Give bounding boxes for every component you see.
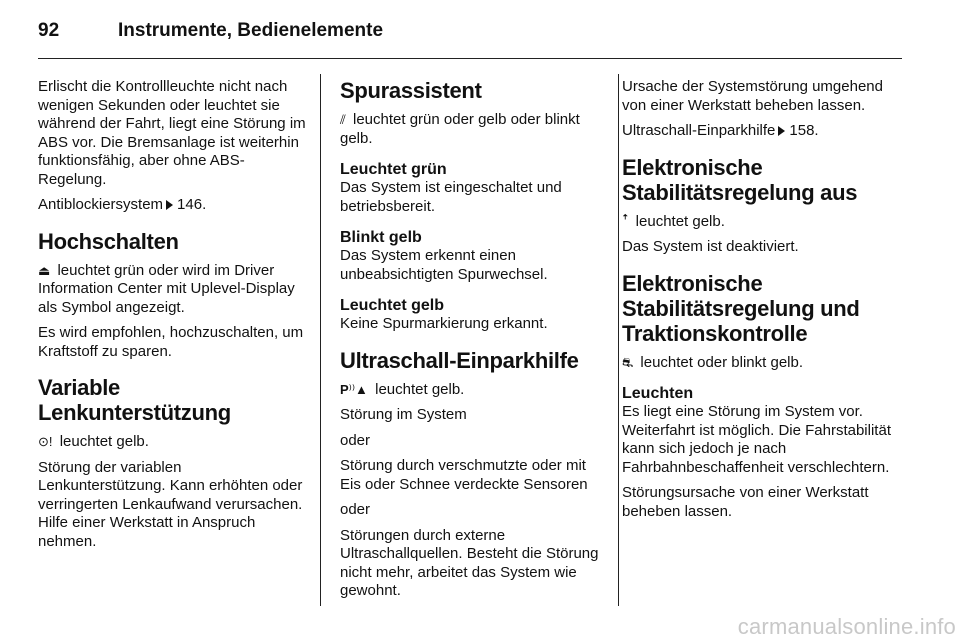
esp-aus-text: leuchtet gelb. — [635, 212, 725, 230]
reference-text: Ultraschall-Einparkhilfe — [622, 122, 776, 139]
blinkt-paragraph: Das System erkennt einen unbeabsichtigten Spurwechsel. — [340, 247, 548, 283]
ultra-text: leuchtet gelb. — [375, 380, 465, 398]
heading-ultraschall-einparkhilfe: Ultraschall-Einparkhilfe — [340, 347, 579, 373]
column-divider — [618, 74, 619, 606]
ursache-paragraph: Ursache der Systemstörung umgehend von einer Werkstatt beheben lassen. — [622, 78, 883, 114]
page-reference-arrow-icon — [778, 126, 785, 136]
ultra-oder: oder — [340, 431, 371, 449]
hochschalten-paragraph — [38, 262, 310, 318]
page-reference-arrow-icon — [166, 200, 173, 210]
column-2 — [340, 78, 608, 608]
page-header-title: Instrumente, Bedienelemente — [118, 20, 384, 41]
ultra-extern: Störungen durch externe Ultraschallquellen. Besteht die Störung nicht mehr, arbeitet das System wie gewohnt. — [340, 526, 599, 599]
esp-tc-paragraph — [622, 354, 904, 373]
ultra-reference — [622, 122, 904, 141]
variable-text: leuchtet gelb. — [59, 433, 149, 450]
leuchten-recommendation: Störungsursache von einer Werkstatt beheben lassen. — [622, 484, 869, 520]
steering-wheel-warning-icon: ⊙! — [38, 434, 53, 449]
esp-aus-description: Das System ist deaktiviert. — [622, 238, 799, 255]
heading-leuchtet-gruen: Leuchtet grün — [340, 161, 447, 178]
gruen-paragraph: Das System ist eingeschaltet und betriebsbereit. — [340, 179, 562, 215]
heading-blinkt-gelb: Blinkt gelb — [340, 229, 422, 246]
heading-esp-traktionskontrolle: Elektronische Stabilitätsregelung und Traktionskontrolle — [622, 270, 860, 346]
spur-paragraph — [340, 111, 608, 148]
column-3 — [622, 78, 904, 528]
heading-hochschalten: Hochschalten — [38, 228, 179, 254]
reference-text: Antiblockiersystem — [38, 196, 164, 213]
variable-description: Störung der variablen Lenkunterstützung. Kann erhöhten oder verringerten Lenkaufwand verursachen. Hilfe einer Werkstatt in Anspruch nehmen. — [38, 458, 303, 550]
ultra-stoerung: Störung im System — [340, 406, 467, 423]
reference-page: 158. — [789, 122, 819, 139]
abs-paragraph: Erlischt die Kontrollleuchte nicht nach wenigen Sekunden oder leuchtet sie während der Fahrt, liegt eine Störung im ABS vor. Die Bremsanlage ist weiterhin funktionsfähig, aber ohne ABS-Regelung. — [38, 78, 306, 188]
esp-tc-text: leuchtet oder blinkt gelb. — [640, 353, 804, 371]
ultra-paragraph — [340, 381, 608, 400]
variable-paragraph — [38, 433, 310, 452]
esp-aus-paragraph — [622, 213, 904, 232]
lane-assist-icon: ⫽ — [340, 112, 346, 127]
watermark: carmanualsonline.info — [737, 614, 956, 639]
parking-sensor-icon: P⁾⁾▲ — [340, 381, 368, 397]
reference-page: 146. — [177, 196, 207, 213]
heading-variable-lenkunterstuetzung: Variable Lenkunterstützung — [38, 375, 231, 425]
hochschalten-text: leuchtet grün oder wird im Driver Information Center mit Uplevel-Display als Symbol angezeigt. — [38, 261, 295, 316]
column-divider — [320, 74, 321, 606]
esp-off-icon: ꜛ — [622, 213, 629, 229]
page-number: 92 — [38, 20, 60, 41]
heading-esp-aus: Elektronische Stabilitätsregelung aus — [622, 154, 858, 205]
leuchten-paragraph: Es liegt eine Störung im System vor. Weiterfahrt ist möglich. Die Fahrstabilität kann sich jedoch je nach Fahrbahnbeschaffenheit verschlechtern. — [622, 403, 891, 476]
heading-leuchten: Leuchten — [622, 385, 694, 402]
abs-reference — [38, 196, 310, 215]
heading-leuchtet-gelb: Leuchtet gelb — [340, 297, 445, 314]
column-1 — [38, 78, 310, 558]
heading-spurassistent: Spurassistent — [340, 78, 482, 103]
hochschalten-recommendation: Es wird empfohlen, hochzuschalten, um Kraftstoff zu sparen. — [38, 324, 304, 360]
skid-car-icon: ⛐ — [622, 354, 634, 370]
gelb-paragraph: Keine Spurmarkierung erkannt. — [340, 315, 548, 332]
spur-text: leuchtet grün oder gelb oder blinkt gelb. — [340, 111, 580, 147]
upshift-arrow-icon: ⏏ — [38, 262, 51, 278]
ultra-sensoren: Störung durch verschmutzte oder mit Eis oder Schnee verdeckte Sensoren — [340, 457, 588, 493]
page-header — [38, 16, 902, 59]
ultra-oder: oder — [340, 501, 371, 518]
